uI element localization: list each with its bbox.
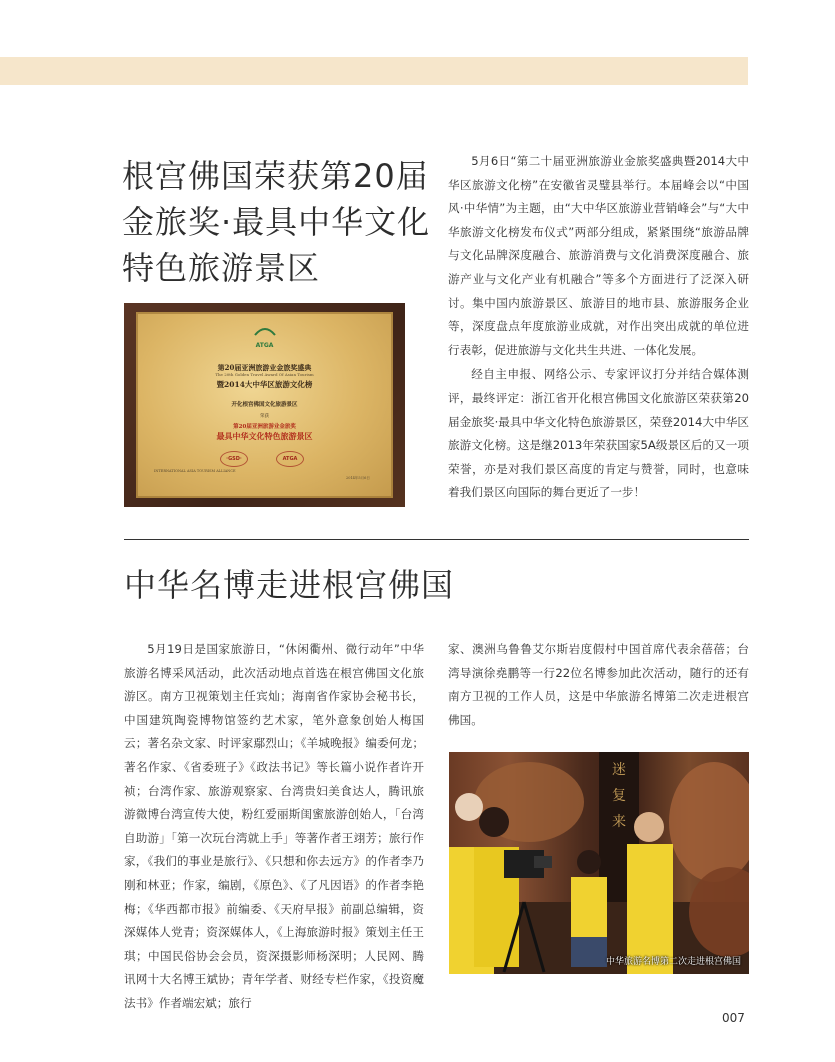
photo-sign-char: 来 bbox=[612, 814, 626, 830]
certificate-footer-left: INTERNATIONAL ASIA TOURISM ALLIANCE bbox=[154, 469, 236, 473]
certificate-line6: 第20届亚洲旅游业金旅奖 bbox=[233, 424, 296, 430]
certificate-seal-right: ATGA bbox=[276, 451, 304, 467]
certificate-seal-left: ·GSD· bbox=[220, 451, 248, 467]
event-photo-illustration bbox=[449, 752, 749, 974]
section-divider bbox=[124, 539, 749, 540]
atga-logo-icon bbox=[252, 325, 278, 338]
event-photo bbox=[449, 752, 749, 974]
certificate-line2: The 20th Golden Travel Award Of Asian Tourism bbox=[215, 372, 314, 377]
certificate-line5: 荣获 bbox=[260, 414, 269, 419]
photo-sign-char: 复 bbox=[612, 788, 626, 804]
certificate-logo-text: ATGA bbox=[255, 342, 274, 349]
certificate-footer-right: 2014年5月6日 bbox=[346, 476, 370, 480]
article2-left-column bbox=[124, 638, 424, 1016]
certificate-line1: 第20届亚洲旅游业金旅奖盛典 bbox=[217, 363, 312, 372]
certificate-line4: 开化根宫佛国文化旅游景区 bbox=[231, 402, 298, 408]
certificate-plaque bbox=[136, 312, 393, 498]
photo-caption: 中华旅游名博第二次走进根宫佛国 bbox=[605, 957, 741, 967]
top-color-band bbox=[0, 57, 748, 85]
article2-paragraph: 5月19日是国家旅游日，“休闲衢州、微行动年”中华旅游名博采风活动，此次活动地点首选在根宫佛国文化旅游区。南方卫视策划主任宾灿；海南省作家协会秘书长，中国建筑陶瓷博物馆签约艺术家，笔外意象创始人梅国云；著名杂文家、时评家鄢烈山；《羊城晚报》编委何龙；著名作家、《省委班子》《政法书记》等长篇小说作者许开祯；台湾作家、旅游观察家、台湾贵妇美食达人，腾讯旅游微博台湾宣传大使，粉红爱丽斯闺蜜旅游创始人，「台湾自助游」「第一次玩台湾就上手」等著作者王翊芳；旅行作家，《我们的事业是旅行》、《只想和你去远方》的作者李乃刚和林亚；作家，编剧，《原色》、《了凡因语》的作者李艳梅；《华西都市报》前编委、《天府早报》前副总编辑，资深媒体人党青；资深媒体人，《上海旅游时报》策划主任王琪；中国民俗协会会员，资深摄影师杨深明；人民网、腾讯网十大名博王斌协；青年学者、财经专栏作家，《投资魔法书》作者端宏斌；旅行 bbox=[124, 642, 424, 1010]
page-number: 007 bbox=[722, 1011, 745, 1025]
article1-body bbox=[448, 150, 749, 505]
article1-paragraph: 5月6日“第二十届亚洲旅游业金旅奖盛典暨2014大中华区旅游文化榜”在安徽省灵璧县举行。本届峰会以“中国风·中华情”为主题，由“大中华区旅游业营销峰会”与“大中华旅游文化榜发布仪式”两部分组成，紧紧围绕“旅游品牌与文化品牌深度融合、旅游消费与文化消费深度融合、旅游产业与文化产业有机融合”等多个方面进行了泛深入研讨。集中国内旅游景区、旅游目的地市县、旅游服务企业等，深度盘点年度旅游业成就，对作出突出成就的单位进行表彰，促进旅游与文化共生共进、一体化发展。 bbox=[448, 154, 749, 357]
certificate-line7: 最具中华文化特色旅游景区 bbox=[216, 431, 313, 441]
article2-title: 中华名博走进根宫佛国 bbox=[124, 566, 455, 604]
article2-paragraph-continued: 家、澳洲乌鲁鲁艾尔斯岩度假村中国首席代表余蓓蓓；台湾导演徐堯鹏等一行22位名博参加此次活动，随行的还有南方卫视的工作人员，这是中华旅游名博第二次走进根宫佛国。 bbox=[448, 642, 749, 727]
certificate-line3: 暨2014大中华区旅游文化榜 bbox=[216, 380, 313, 389]
photo-sign-char: 迷 bbox=[612, 762, 626, 778]
article2-right-column bbox=[448, 638, 749, 732]
article1-title: 根宫佛国荣获第20届金旅奖·最具中华文化特色旅游景区 bbox=[122, 157, 431, 287]
article1-paragraph: 经自主申报、网络公示、专家评议打分并结合媒体测评，最终评定：浙江省开化根宫佛国文化旅游区荣获第20届金旅奖·最具中华文化特色旅游景区，荣登2014大中华区旅游文化榜。这是继2013年荣获国家5A级景区后的又一项荣誉，亦是对我们景区高度的肯定与赞誉，同时，也意味着我们景区向国际的舞台更近了一步！ bbox=[448, 367, 749, 500]
certificate-photo bbox=[124, 303, 405, 507]
